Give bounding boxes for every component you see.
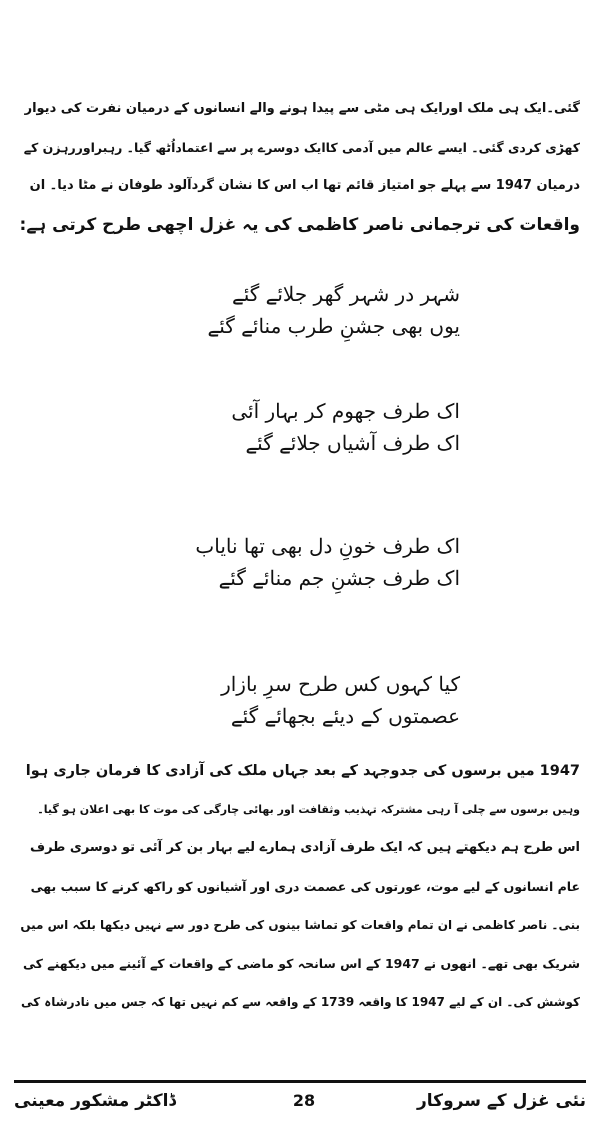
verse-line: اک طرف آشیاں جلائے گئے [245,431,460,455]
verse-line: اک طرف خونِ دل بھی تھا نایاب [195,534,460,558]
verse-line: شہر در شہر گھر جلائے گئے [231,282,460,306]
text-line: اس طرح ہم دیکھتے ہیں کہ ایک طرف آزادی ہمارے لیے بہار بن کر آئی تو دوسری طرف [29,840,580,855]
couplet [170,668,460,732]
text-line: کھڑی کردی گئی۔ ایسے عالم میں آدمی کاایک دوسرے پر سے اعتماداُٹھ گیا۔ رہبراوررہزن کے [23,139,580,155]
text-line: واقعات کی ترجمانی ناصر کاظمی کی یہ غزل اچھی طرح کرتی ہے: [20,214,580,235]
text-line: عام انسانوں کے لیے موت، عورتوں کی عصمت دری اور آشیانوں کو راکھ کرنے کا سبب بھی [30,878,580,894]
text-line: بنی۔ ناصر کاظمی نے ان تمام واقعات کو تماشا بینوں کی طرح دور سے نہیں دیکھا بلکہ اس میں [20,918,580,932]
footer-author: ڈاکٹر مشکور معینی [14,1091,176,1111]
text-line: شریک بھی تھے۔ انھوں نے 1947 کے اس سانحہ کو ماضی کے واقعات کے آئینے میں دیکھنے کی [23,955,580,971]
page-footer [14,1086,586,1116]
verse-line: یوں بھی جشنِ طرب منائے گئے [207,314,460,338]
page-number: 28 [292,1091,316,1110]
verse-line: کیا کہوں کس طرح سرِ بازار [221,672,460,696]
verse-line: اک طرف جھوم کر بہار آئی [231,399,460,423]
verse-line: عصمتوں کے دیئے بجھائے گئے [230,704,460,728]
couplet [170,278,460,342]
couplet [170,395,460,459]
verse-line: اک طرف جشنِ جم منائے گئے [218,566,460,590]
text-line: گئی۔ایک ہی ملک اورایک ہی مٹی سے پیدا ہونے والے انسانوں کے درمیان نفرت کی دیوار [24,101,580,116]
footer-book-title: نئی غزل کے سروکار [417,1091,586,1111]
couplet [170,530,460,594]
paragraph-intro [20,90,580,244]
text-line: 1947 میں برسوں کی جدوجہد کے بعد جہاں ملک کی آزادی کا فرمان جاری ہوا [25,763,580,779]
text-line: وہیں برسوں سے چلی آ رہی مشترکہ تہذیب وثقافت اور بھائی چارگی کی موت کا بھی اعلان ہو گیا۔ [37,802,580,816]
paragraph-analysis [20,752,580,1022]
text-line: کوشش کی۔ ان کے لیے 1947 کا واقعہ 1739 کے واقعہ سے کم نہیں تھا کہ جس میں نادرشاہ کی [20,995,580,1009]
footer-rule [14,1080,586,1083]
text-line: درمیان 1947 سے پہلے جو امتیاز قائم تھا اب اس کا نشان گردآلود طوفان نے مٹا دیا۔ ان [29,178,580,193]
